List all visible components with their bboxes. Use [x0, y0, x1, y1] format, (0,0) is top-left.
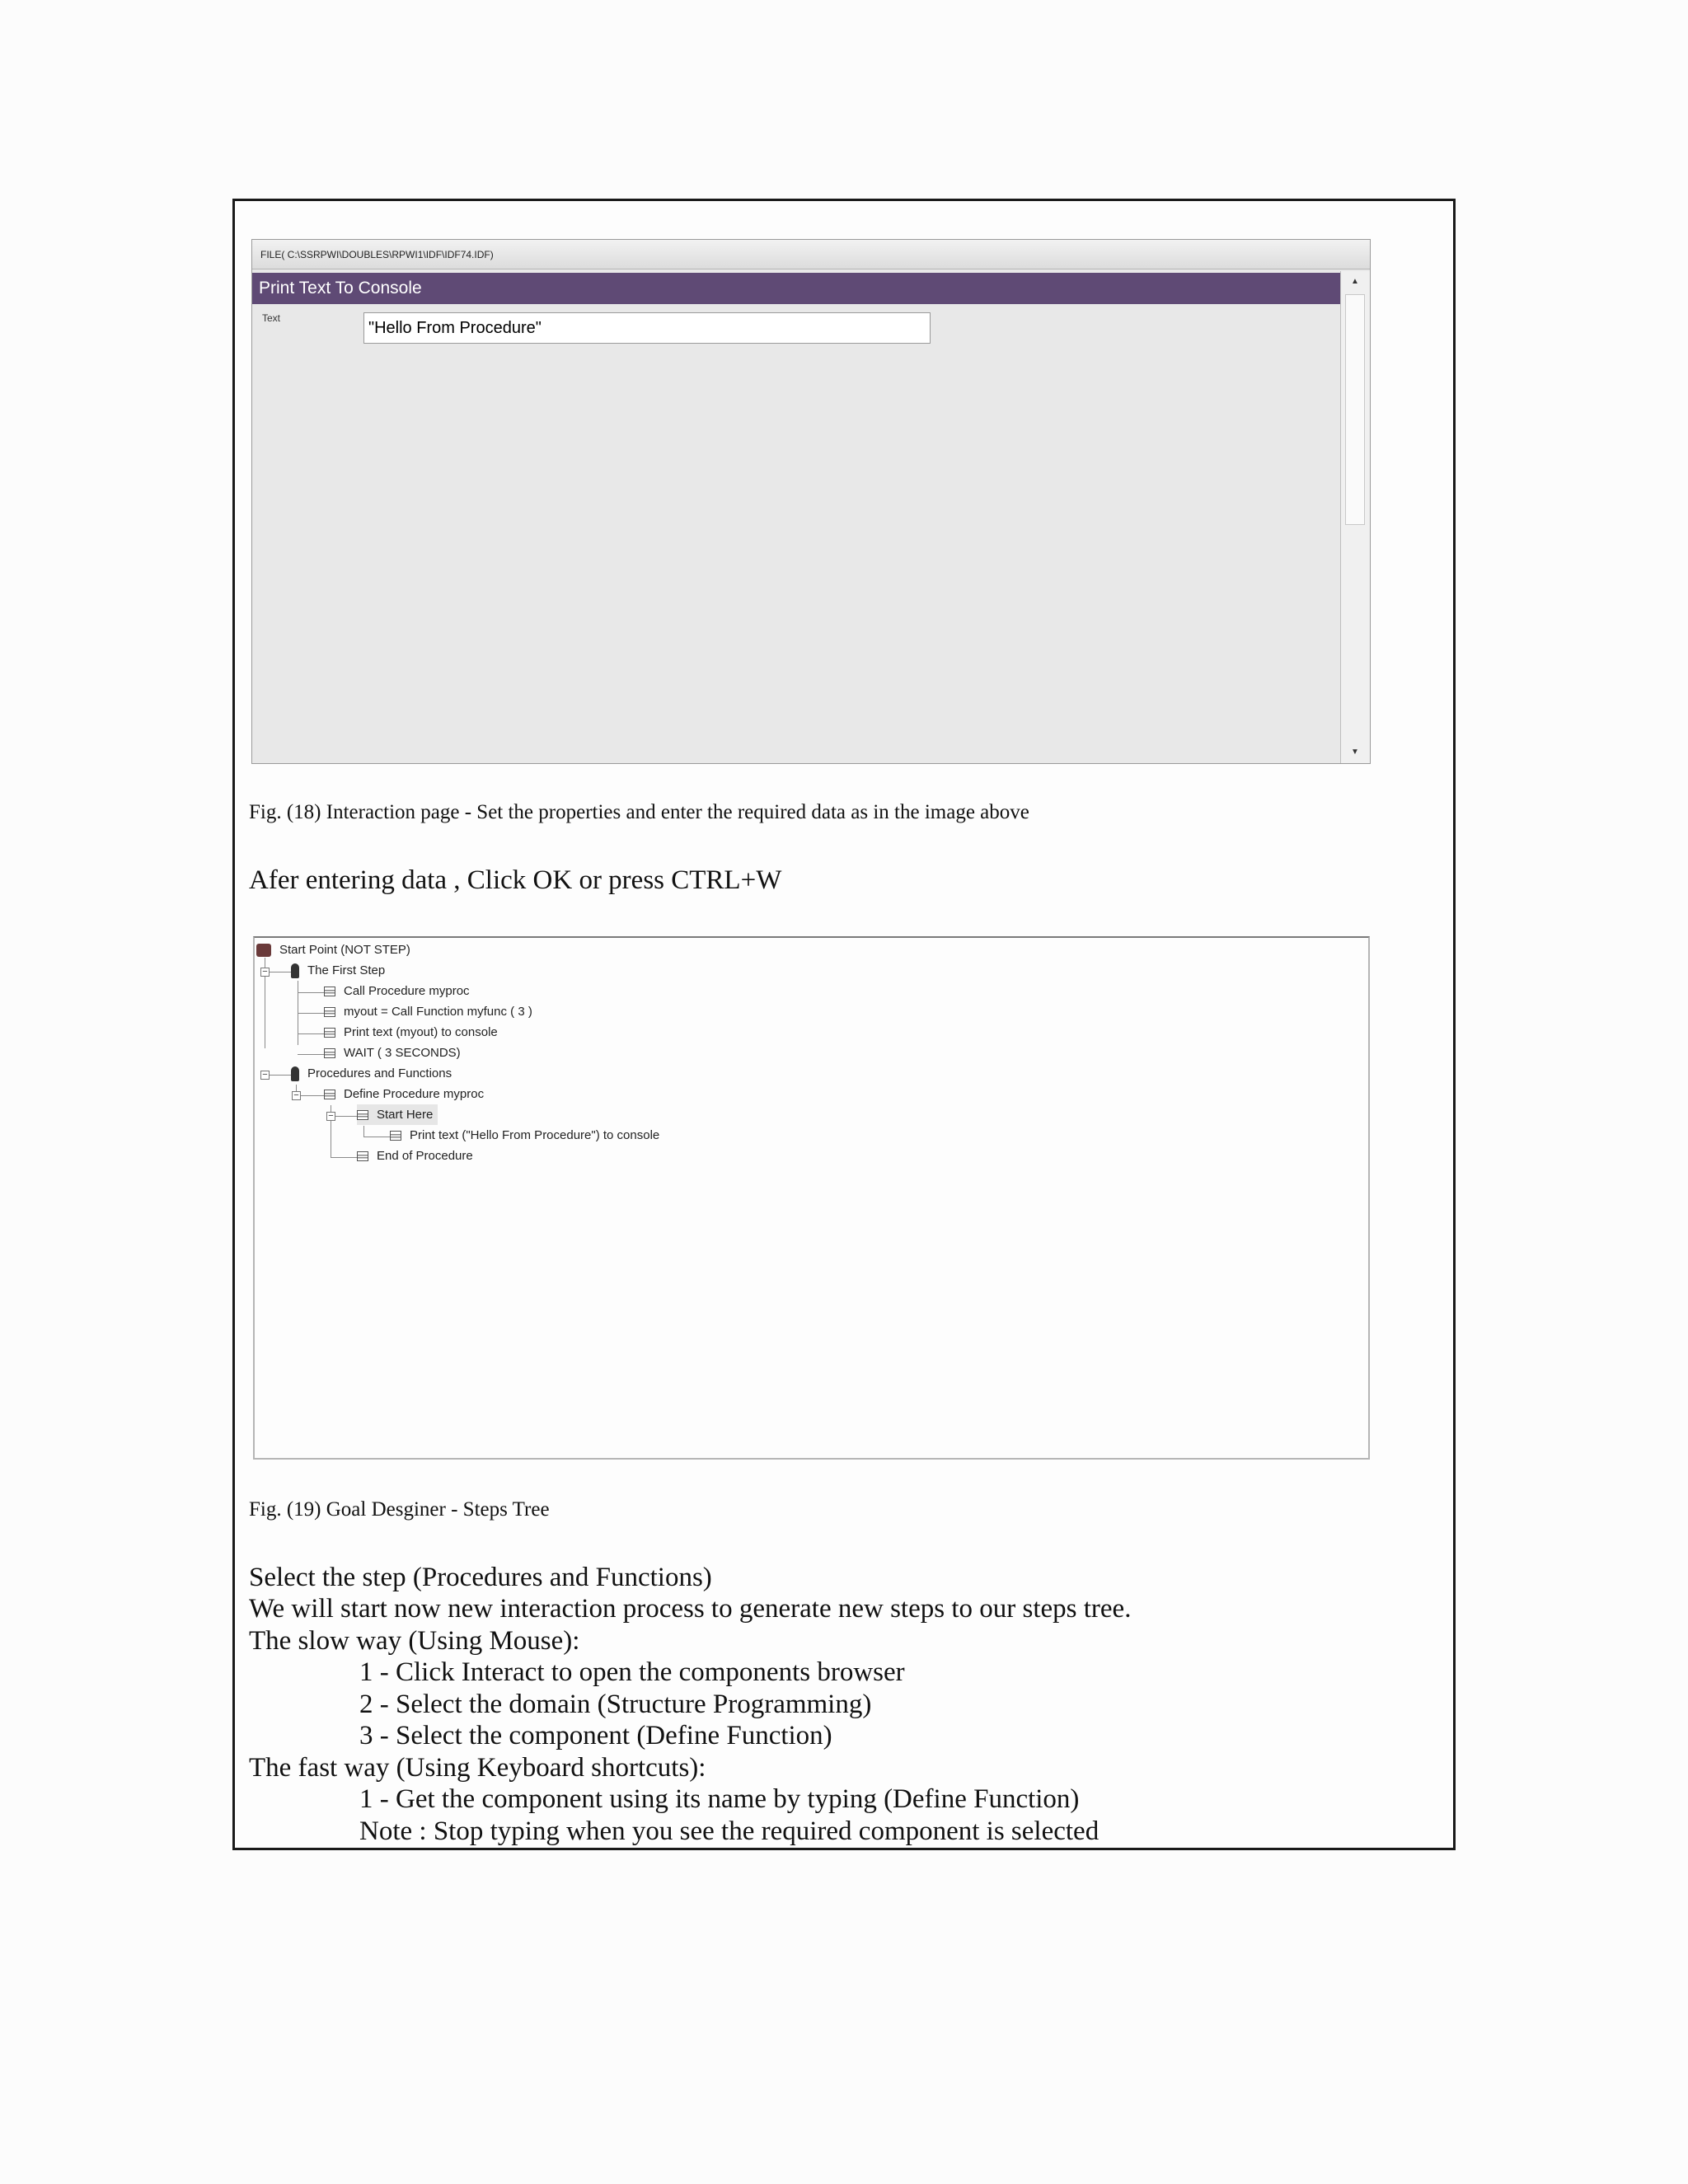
step-icon: [324, 1090, 335, 1099]
text-input[interactable]: [363, 312, 931, 344]
fast-way-note: Note : Stop typing when you see the required component is selected: [359, 1816, 1100, 1846]
person-icon: [291, 963, 299, 978]
vertical-scrollbar[interactable]: [1340, 271, 1370, 763]
tree-node-call-procedure[interactable]: Call Procedure myproc: [324, 981, 470, 1001]
tree-node-myout[interactable]: myout = Call Function myfunc ( 3 ): [324, 1001, 532, 1022]
tree-connector: [331, 1157, 360, 1158]
figure-19-caption: Fig. (19) Goal Desginer - Steps Tree: [249, 1498, 550, 1521]
slow-way-step-1: 1 - Click Interact to open the components browser: [359, 1657, 905, 1687]
slow-way-step-3: 3 - Select the component (Define Function): [359, 1721, 832, 1750]
interaction-page-screenshot: [251, 239, 1371, 764]
tree-connector: [298, 1013, 326, 1014]
instruction-line-start-process: We will start now new interaction process to generate new steps to our steps tree.: [249, 1594, 1132, 1624]
step-icon: [324, 1007, 335, 1017]
tree-node-start-here[interactable]: Start Here: [357, 1104, 438, 1125]
scroll-thumb[interactable]: [1345, 294, 1365, 525]
step-icon: [390, 1131, 401, 1141]
tree-connector: [363, 1126, 364, 1137]
component-title: Print Text To Console: [252, 273, 1340, 304]
collapse-icon[interactable]: −: [260, 968, 270, 977]
step-icon: [324, 1028, 335, 1038]
person-icon: [291, 1066, 299, 1081]
tree-connector: [298, 1054, 326, 1055]
collapse-icon[interactable]: −: [326, 1112, 335, 1121]
step-icon: [357, 1151, 368, 1161]
tree-node-print-hello[interactable]: Print text ("Hello From Procedure") to console: [390, 1125, 659, 1146]
tree-node-first-step[interactable]: The First Step: [291, 960, 385, 981]
after-entering-text: Afer entering data , Click OK or press CTRL+W: [249, 865, 782, 895]
scroll-down-arrow-icon[interactable]: ▼: [1351, 748, 1359, 757]
tree-node-start-point[interactable]: Start Point (NOT STEP): [256, 940, 410, 960]
tree-node-print-myout[interactable]: Print text (myout) to console: [324, 1022, 498, 1043]
slow-way-heading: The slow way (Using Mouse):: [249, 1626, 580, 1656]
step-icon: [324, 1048, 335, 1058]
scroll-up-arrow-icon[interactable]: ▲: [1351, 277, 1359, 286]
slow-way-step-2: 2 - Select the domain (Structure Programming): [359, 1690, 872, 1719]
tree-node-define-procedure[interactable]: Define Procedure myproc: [324, 1084, 484, 1104]
text-field-label: Text: [262, 312, 281, 324]
instruction-line-select-step: Select the step (Procedures and Functions): [249, 1563, 712, 1592]
figure-18-caption: Fig. (18) Interaction page - Set the properties and enter the required data as in the image above: [249, 801, 1029, 823]
collapse-icon[interactable]: −: [260, 1071, 270, 1080]
tree-node-procedures-functions[interactable]: Procedures and Functions: [291, 1063, 452, 1084]
tree-connector: [298, 1033, 326, 1034]
tree-node-end-procedure[interactable]: End of Procedure: [357, 1146, 473, 1166]
tree-node-wait[interactable]: WAIT ( 3 SECONDS): [324, 1043, 461, 1063]
fast-way-step-1: 1 - Get the component using its name by typing (Define Function): [359, 1784, 1080, 1814]
file-path-bar: FILE( C:\SSRPWI\DOUBLES\RPWI1\IDF\IDF74.IDF): [252, 240, 1370, 269]
collapse-icon[interactable]: −: [292, 1091, 301, 1100]
steps-tree-screenshot: [253, 936, 1370, 1460]
tree-connector: [298, 992, 326, 993]
start-point-icon: [256, 944, 271, 957]
step-icon: [324, 987, 335, 996]
fast-way-heading: The fast way (Using Keyboard shortcuts):: [249, 1753, 706, 1783]
step-icon: [357, 1110, 368, 1120]
